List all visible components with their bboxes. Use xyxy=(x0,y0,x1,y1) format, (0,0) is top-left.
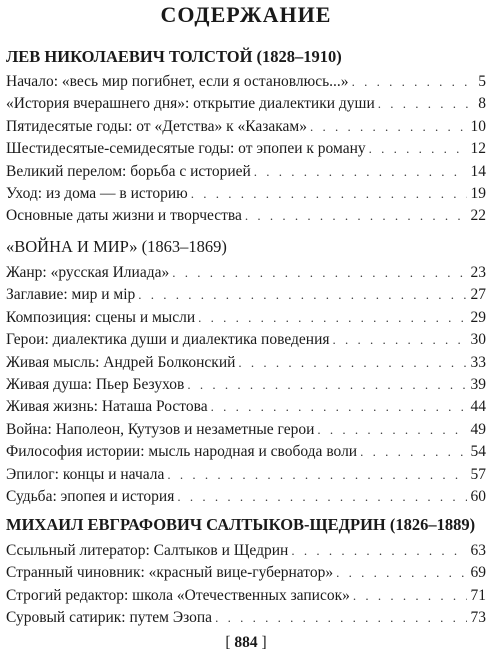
toc-entry[interactable] xyxy=(6,93,486,115)
toc-entry[interactable] xyxy=(6,352,486,374)
entry-page-number: 5 xyxy=(478,73,486,90)
leader-dots xyxy=(215,607,466,629)
entry-page-number: 12 xyxy=(470,140,486,158)
entry-title: Ссыльный литератор: Салтыков и Щедрин xyxy=(6,542,289,559)
entry-title: Живая жизнь: Наташа Ростова xyxy=(6,398,208,416)
toc-entry[interactable] xyxy=(6,138,486,160)
entry-title: Герои: диалектика души и диалектика поведения xyxy=(6,331,330,349)
leader-dots xyxy=(187,374,466,396)
entry-page-number: 63 xyxy=(470,542,486,559)
entry-page-number: 49 xyxy=(470,420,486,438)
toc-entry[interactable] xyxy=(6,486,486,508)
leader-dots xyxy=(360,441,466,463)
leader-dots xyxy=(238,352,466,374)
section-header: «ВОЙНА И МИР» (1863–1869) xyxy=(6,237,227,256)
entry-page-number: 8 xyxy=(478,95,486,113)
page-title: СОДЕРЖАНИЕ xyxy=(160,2,332,27)
entry-title: Шестидесятые-семидесятые годы: от эпопеи к роману xyxy=(6,140,366,158)
entry-title: Композиция: сцены и мысли xyxy=(6,308,196,326)
entry-title: Великий перелом: борьба с историей xyxy=(6,162,251,180)
entry-title: Начало: «весь мир погибнет, если я остановлюсь...» xyxy=(6,73,349,90)
leader-dots xyxy=(138,284,466,306)
entry-page-number: 60 xyxy=(470,487,486,505)
entry-title: Строгий редактор: школа «Отечественных записок» xyxy=(6,586,350,604)
leader-dots xyxy=(291,540,466,562)
leader-dots xyxy=(333,329,467,351)
toc-entry[interactable] xyxy=(6,540,486,562)
toc-entry[interactable] xyxy=(6,183,486,205)
entry-page-number: 69 xyxy=(470,564,486,582)
leader-dots xyxy=(254,161,467,183)
leader-dots xyxy=(172,262,466,284)
entry-page-number: 29 xyxy=(470,308,486,326)
leader-dots xyxy=(191,183,467,205)
leader-dots xyxy=(167,464,466,486)
toc-entry[interactable] xyxy=(6,307,486,329)
entry-title: «История вчерашнего дня»: открытие диалектики души xyxy=(6,95,375,113)
entry-page-number: 22 xyxy=(470,207,486,225)
entry-page-number: 71 xyxy=(470,586,486,604)
entry-list xyxy=(6,540,486,630)
entry-title: Судьба: эпопея и история xyxy=(6,487,175,505)
entry-title: Пятидесятые годы: от «Детства» к «Казакам» xyxy=(6,117,307,135)
entry-page-number: 57 xyxy=(470,465,486,483)
leader-dots xyxy=(369,138,467,160)
page-number: 884 xyxy=(234,634,258,651)
page-number-footer xyxy=(0,634,492,652)
toc-entry[interactable] xyxy=(6,562,486,584)
entry-list xyxy=(6,71,486,228)
entry-title: Основные даты жизни и творчества xyxy=(6,207,242,225)
section-header: ЛЕВ НИКОЛАЕВИЧ ТОЛСТОЙ (1828–1910) xyxy=(6,47,342,66)
section-header: МИХАИЛ ЕВГРАФОВИЧ САЛТЫКОВ-ЩЕДРИН (1826–1889) xyxy=(6,515,476,534)
entry-page-number: 73 xyxy=(470,609,486,627)
entry-page-number: 33 xyxy=(470,353,486,371)
leader-dots xyxy=(211,396,467,418)
entry-page-number: 27 xyxy=(470,286,486,304)
entry-page-number: 10 xyxy=(470,117,486,135)
leader-dots xyxy=(177,486,466,508)
toc-entry[interactable] xyxy=(6,161,486,183)
toc-entry[interactable] xyxy=(6,585,486,607)
toc-entry[interactable] xyxy=(6,284,486,306)
leader-dots xyxy=(317,419,466,441)
toc-entry[interactable] xyxy=(6,396,486,418)
entry-page-number: 23 xyxy=(470,264,486,281)
entry-title: Философия истории: мысль народная и свобода воли xyxy=(6,443,358,461)
entry-title: Жанр: «русская Илиада» xyxy=(6,264,170,281)
toc-entry[interactable] xyxy=(6,116,486,138)
leader-dots xyxy=(353,585,467,607)
toc-section-war-and-peace xyxy=(6,236,486,508)
entry-page-number: 54 xyxy=(470,443,486,461)
entry-title: Суровый сатирик: путем Эзопа xyxy=(6,609,213,627)
entry-title: Странный чиновник: «красный вице-губернатор» xyxy=(6,564,334,582)
entry-title: Война: Наполеон, Кутузов и незаметные герои xyxy=(6,420,315,438)
toc-entry[interactable] xyxy=(6,71,486,93)
leader-dots xyxy=(310,116,467,138)
entry-title: Живая душа: Пьер Безухов xyxy=(6,375,185,393)
toc-section-tolstoy xyxy=(6,46,486,228)
toc-entry[interactable] xyxy=(6,419,486,441)
leader-dots xyxy=(378,93,468,115)
toc-entry[interactable] xyxy=(6,374,486,396)
footer-bracket-close: ] xyxy=(261,634,267,651)
leader-dots xyxy=(352,71,468,93)
toc-entry[interactable] xyxy=(6,205,486,227)
entry-page-number: 39 xyxy=(470,375,486,393)
entry-title: Уход: из дома — в историю xyxy=(6,184,188,202)
toc-entry[interactable] xyxy=(6,607,486,629)
toc-entry[interactable] xyxy=(6,464,486,486)
entry-title: Живая мысль: Андрей Болконский xyxy=(6,353,236,371)
entry-page-number: 19 xyxy=(470,184,486,202)
leader-dots xyxy=(198,307,466,329)
entry-title: Эпилог: концы и начала xyxy=(6,465,165,483)
toc-section-saltykov xyxy=(6,514,486,630)
toc-entry[interactable] xyxy=(6,441,486,463)
footer-bracket-open: [ xyxy=(225,634,231,651)
leader-dots xyxy=(336,562,466,584)
toc-entry[interactable] xyxy=(6,329,486,351)
toc-entry[interactable] xyxy=(6,262,486,284)
entry-page-number: 30 xyxy=(470,331,486,349)
entry-title: Заглавие: мир и мiр xyxy=(6,286,136,304)
leader-dots xyxy=(245,205,467,227)
entry-list xyxy=(6,262,486,508)
entry-page-number: 14 xyxy=(470,162,486,180)
entry-page-number: 44 xyxy=(470,398,486,416)
